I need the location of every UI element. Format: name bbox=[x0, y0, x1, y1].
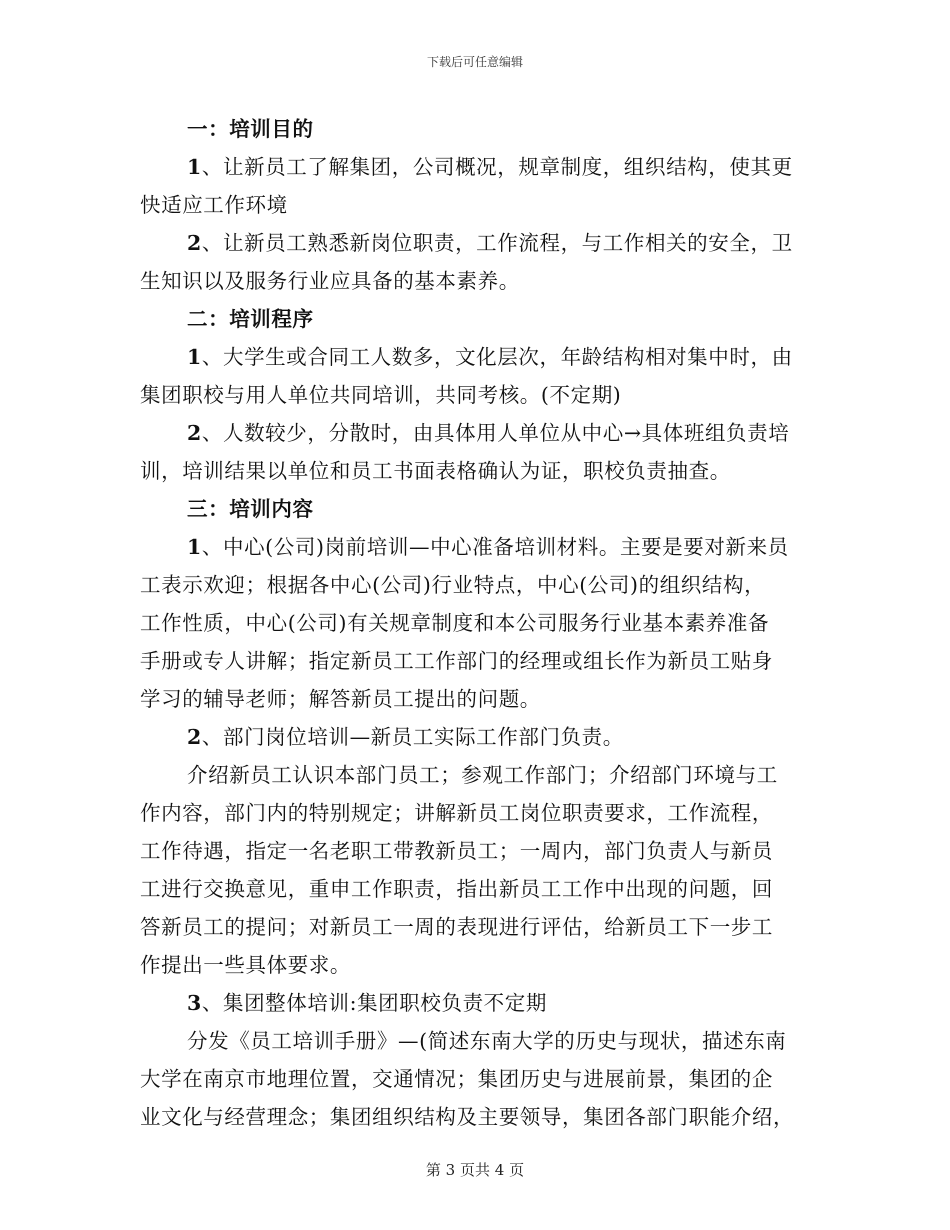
section-heading bbox=[140, 300, 810, 338]
paragraph-line bbox=[140, 262, 810, 300]
line-text: 、让新员工了解集团，公司概况，规章制度，组织结构，使其更 bbox=[201, 155, 793, 179]
paragraph-line bbox=[140, 832, 810, 870]
paragraph-line bbox=[140, 642, 810, 680]
paragraph-line bbox=[140, 756, 810, 794]
line-text: 、人数较少，分散时，由具体用人单位从中心→具体班组负责培 bbox=[201, 421, 790, 445]
line-text: 介绍新员工认识本部门员工；参观工作部门；介绍部门环境与工 bbox=[187, 763, 778, 787]
line-text: 工表示欢迎；根据各中心(公司)行业特点，中心(公司)的组织结构， bbox=[140, 573, 766, 597]
paragraph-line bbox=[140, 528, 810, 566]
paragraph-line bbox=[140, 870, 810, 908]
line-text: 工进行交换意见，重申工作职责，指出新员工工作中出现的问题，回 bbox=[140, 877, 773, 901]
line-text: 二：培训程序 bbox=[187, 307, 314, 331]
paragraph-line bbox=[140, 604, 810, 642]
line-text: 、中心(公司)岗前培训—中心准备培训材料。主要是要对新来员 bbox=[201, 535, 789, 559]
item-number: 2 bbox=[187, 231, 202, 255]
paragraph-line bbox=[140, 186, 810, 224]
paragraph-line bbox=[140, 224, 810, 262]
line-text: 、让新员工熟悉新岗位职责，工作流程，与工作相关的安全，卫 bbox=[201, 231, 793, 255]
line-text: 工作待遇，指定一名老职工带教新员工；一周内，部门负责人与新员 bbox=[140, 839, 773, 863]
paragraph-line bbox=[140, 1060, 810, 1098]
paragraph-line bbox=[140, 1022, 810, 1060]
line-text: 集团职校与用人单位共同培训，共同考核。(不定期) bbox=[140, 383, 622, 407]
line-text: 大学在南京市地理位置，交通情况；集团历史与进展前景，集团的企 bbox=[140, 1067, 773, 1091]
line-text: 训，培训结果以单位和员工书面表格确认为证，职校负责抽查。 bbox=[140, 459, 731, 483]
item-number: 1 bbox=[187, 155, 202, 179]
line-text: 分发《员工培训手册》—(简述东南大学的历史与现状，描述东南 bbox=[187, 1029, 787, 1053]
page-footer: 第 3 页共 4 页 bbox=[425, 1161, 525, 1179]
line-text: 三：培训内容 bbox=[187, 497, 314, 521]
paragraph-line bbox=[140, 1098, 810, 1136]
paragraph-line bbox=[140, 718, 810, 756]
item-number: 1 bbox=[187, 535, 202, 559]
line-text: 、大学生或合同工人数多，文化层次，年龄结构相对集中时，由 bbox=[201, 345, 793, 369]
line-text: 答新员工的提问；对新员工一周的表现进行评估，给新员工下一步工 bbox=[140, 915, 773, 939]
item-number: 1 bbox=[187, 345, 202, 369]
item-number: 2 bbox=[187, 725, 202, 749]
line-text: 业文化与经营理念；集团组织结构及主要领导，集团各部门职能介绍， bbox=[140, 1105, 795, 1129]
line-text: 快适应工作环境 bbox=[140, 193, 288, 217]
line-text: 作内容，部门内的特别规定；讲解新员工岗位职责要求，工作流程， bbox=[140, 801, 773, 825]
line-text: 一：培训目的 bbox=[187, 117, 314, 141]
paragraph-line bbox=[140, 946, 810, 984]
paragraph-line bbox=[140, 414, 810, 452]
section-heading bbox=[140, 110, 810, 148]
line-text: 学习的辅导老师；解答新员工提出的问题。 bbox=[140, 687, 541, 711]
item-number: 3 bbox=[187, 991, 202, 1015]
paragraph-line bbox=[140, 566, 810, 604]
line-text: 、集团整体培训:集团职校负责不定期 bbox=[201, 991, 547, 1015]
line-text: 、部门岗位培训—新员工实际工作部门负责。 bbox=[201, 725, 624, 749]
paragraph-line bbox=[140, 680, 810, 718]
section-heading bbox=[140, 490, 810, 528]
page-header: 下载后可任意编辑 bbox=[426, 55, 523, 69]
item-number: 2 bbox=[187, 421, 202, 445]
paragraph-line bbox=[140, 452, 810, 490]
line-text: 生知识以及服务行业应具备的基本素养。 bbox=[140, 269, 520, 293]
paragraph-line bbox=[140, 148, 810, 186]
document-body bbox=[140, 110, 810, 1136]
paragraph-line bbox=[140, 376, 810, 414]
paragraph-line bbox=[140, 984, 810, 1022]
paragraph-line bbox=[140, 794, 810, 832]
paragraph-line bbox=[140, 908, 810, 946]
paragraph-line bbox=[140, 338, 810, 376]
line-text: 作提出一些具体要求。 bbox=[140, 953, 351, 977]
line-text: 手册或专人讲解；指定新员工工作部门的经理或组长作为新员工贴身 bbox=[140, 649, 773, 673]
line-text: 工作性质，中心(公司)有关规章制度和本公司服务行业基本素养准备 bbox=[140, 611, 770, 635]
